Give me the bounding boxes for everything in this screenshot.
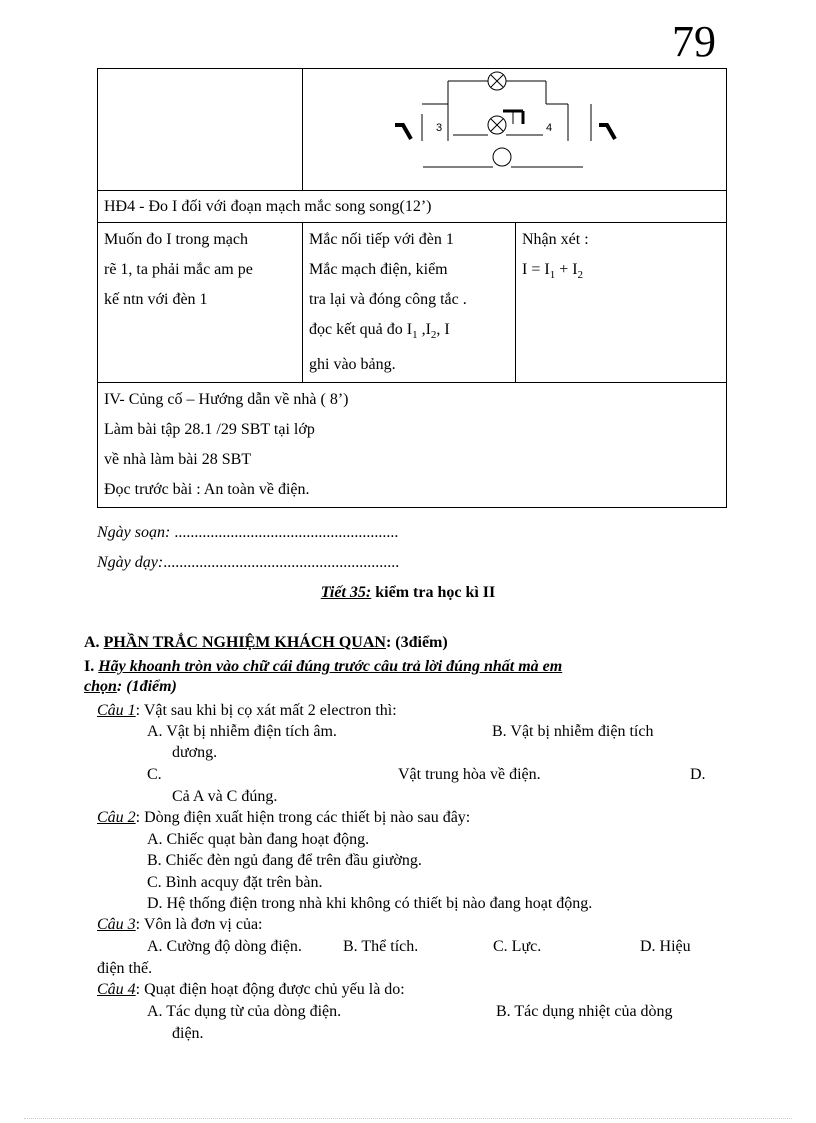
text-line: kế ntn với đèn 1 [104, 291, 208, 308]
section-i-title: I. Hãy khoanh tròn vào chữ cái đúng trước câu trả lời đúng nhất mà em chọn: (1điểm) [84, 658, 563, 695]
q1-option-b: B. Vật bị nhiễm điện tích [492, 723, 654, 740]
text-line: ghi vào bảng. [309, 356, 396, 374]
question-1: Câu 1: Vật sau khi bị cọ xát mất 2 electron thì: [97, 702, 397, 719]
formula: $I = I_1 + I_2$ [522, 261, 584, 282]
text-line: IV- Củng cố – Hướng dẫn về nhà ( 8’) [104, 391, 349, 409]
activity-cell [303, 223, 516, 383]
q3-option-d: D. Hiệu [640, 938, 691, 955]
ngay-soan: Ngày soạn: ........................................................ [97, 524, 399, 541]
q1-option-c-label: C. [147, 766, 162, 783]
question-2: Câu 2: Dòng điện xuất hiện trong các thiết bị nào sau đây: [97, 809, 471, 826]
consolidation-cell [98, 383, 727, 508]
lesson-table [97, 68, 727, 508]
circuit-label-4: 4 [546, 122, 553, 134]
q2-option-a: A. Chiếc quạt bàn đang hoạt động. [147, 831, 370, 848]
text-line: Làm bài tập 28.1 /29 SBT tại lớp [104, 421, 315, 439]
section-a-title: A. PHẦN TRẮC NGHIỆM KHÁCH QUAN: (3điểm) [84, 634, 448, 651]
page-footer-divider [24, 1118, 792, 1119]
text-line: Nhận xét : [522, 231, 589, 248]
text-line: về nhà làm bài 28 SBT [104, 451, 252, 469]
q4-option-b-cont: điện. [172, 1025, 204, 1042]
q4-option-b: B. Tác dụng nhiệt của dòng [496, 1003, 673, 1020]
left-switch-icon [395, 125, 411, 139]
q1-option-b-cont: dương. [172, 744, 218, 761]
q2-option-b: B. Chiếc đèn ngủ đang để trên đầu giường. [147, 852, 422, 869]
q3-option-c: C. Lực. [493, 938, 542, 955]
q3-option-b: B. Thể tích. [343, 938, 419, 955]
q1-option-c: Vật trung hòa về điện. [398, 766, 541, 783]
ngay-day: Ngày dạy:........................................................... [97, 554, 400, 571]
text-line: Mắc nối tiếp với đèn 1 [309, 231, 454, 248]
q1-option-d-label: D. [690, 766, 706, 783]
q1-option-d: Cả A và C đúng. [172, 788, 278, 805]
text-line: Mắc mạch điện, kiểm [309, 261, 448, 278]
circuit-label-3: 3 [436, 122, 443, 134]
ammeter-icon [493, 148, 511, 166]
circuit-diagram [303, 69, 725, 188]
remark-cell [516, 223, 727, 383]
q4-option-a: A. Tác dụng từ của dòng điện. [147, 1003, 342, 1020]
empty-cell [98, 69, 303, 191]
circuit-diagram-cell [303, 69, 727, 191]
hd4-title: HĐ4 - Đo I đối với đoạn mạch mắc song song(12’) [98, 191, 727, 223]
question-cell [98, 223, 303, 383]
text-line: tra lại và đóng công tắc . [309, 291, 467, 308]
q2-option-c: C. Bình acquy đặt trên bàn. [147, 874, 323, 891]
q2-option-d: D. Hệ thống điện trong nhà khi không có thiết bị nào đang hoạt động. [147, 895, 593, 912]
page-number: 79 [672, 17, 716, 66]
lesson-title: Tiết 35: kiểm tra học kì II [320, 584, 496, 601]
question-3: Câu 3: Vôn là đơn vị của: [97, 916, 263, 933]
q1-option-a: A. Vật bị nhiễm điện tích âm. [147, 723, 337, 740]
text-line: đọc kết quả đo $I_1$ $,I_2$, I [309, 321, 450, 342]
right-switch-icon [599, 125, 615, 139]
text-line: Đọc trước bài : An toàn về điện. [104, 481, 310, 499]
text-line: Muốn đo I trong mạch [104, 231, 248, 248]
q3-option-a: A. Cường độ dòng điện. [147, 938, 302, 955]
text-line: rẽ 1, ta phải mắc am pe [104, 261, 253, 278]
question-4: Câu 4: Quạt điện hoạt động được chủ yếu là do: [97, 981, 405, 998]
q3-option-d-cont: điện thế. [97, 960, 153, 977]
